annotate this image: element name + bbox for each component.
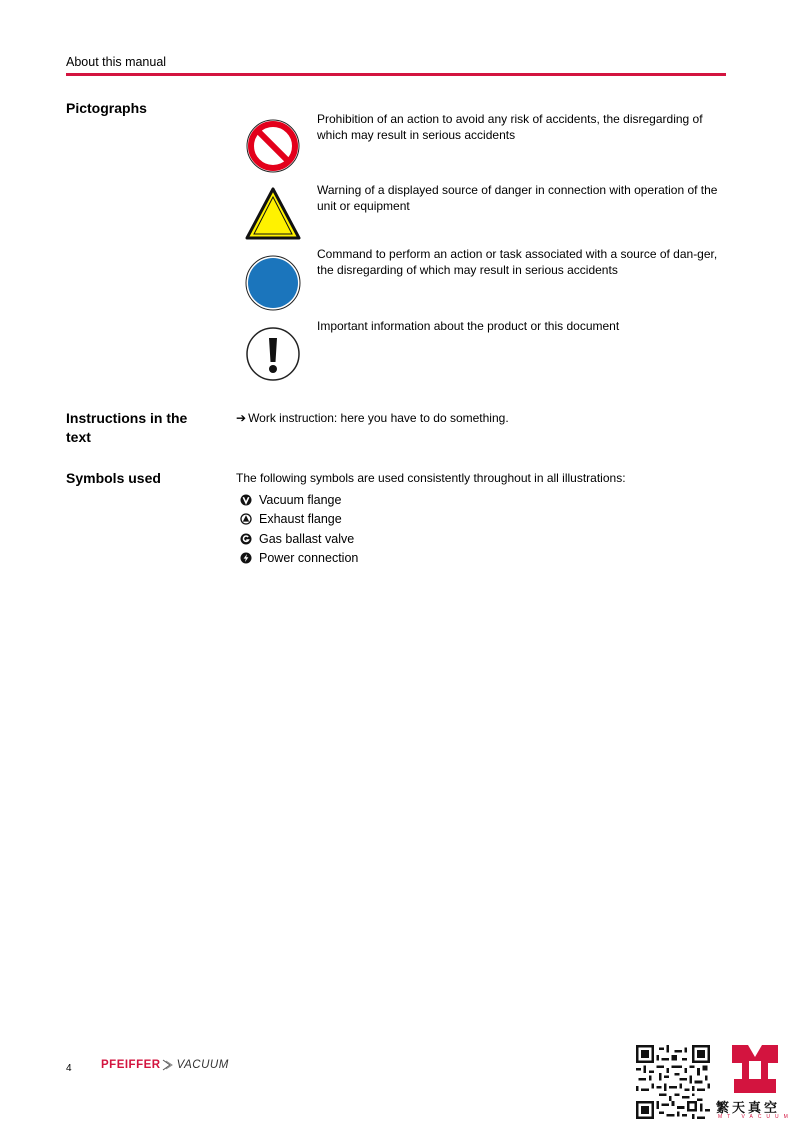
warning-triangle-icon — [245, 186, 301, 242]
vacuum-flange-icon — [240, 494, 252, 506]
list-item — [240, 529, 358, 549]
prohibition-icon — [245, 118, 301, 174]
header-rule — [66, 73, 726, 76]
header-title: About this manual — [66, 55, 167, 69]
list-item — [240, 549, 358, 569]
symbol-label: Gas ballast valve — [259, 531, 355, 546]
gas-ballast-valve-icon — [240, 533, 252, 545]
page-number: 4 — [66, 1063, 72, 1074]
symbol-label: Power connection — [259, 551, 359, 566]
arrow-right-icon: ➔ — [236, 411, 247, 425]
pictograph-text-important: Important information about the product or this document — [317, 319, 620, 333]
brand-vacuum: VACUUM — [176, 1059, 229, 1071]
work-instruction-text: Work instruction: here you have to do something. — [248, 411, 509, 425]
section-title-instructions: Instructions in the text — [66, 410, 188, 445]
mt-vacuum-chinese-name: 繁天真空 — [716, 1100, 781, 1115]
command-circle-icon — [245, 255, 301, 311]
section-title-pictographs: Pictographs — [66, 100, 147, 116]
list-item — [240, 490, 358, 510]
symbol-label: Exhaust flange — [259, 512, 342, 527]
section-title-symbols: Symbols used — [66, 470, 161, 486]
brand-name: PFEIFFER — [101, 1059, 161, 1071]
pictograph-text-command: Command to perform an action or task associated with a source of dan-ger, the disregarding of which may result in serious accidents — [317, 247, 718, 277]
exhaust-flange-icon — [240, 513, 252, 525]
pictograph-text-prohibition: Prohibition of an action to avoid any risk of accidents, the disregarding of which may result in serious accidents — [317, 112, 703, 142]
important-info-icon — [245, 326, 301, 382]
pictograph-text-warning: Warning of a displayed source of danger in connection with operation of the unit or equipment — [317, 183, 718, 213]
pfeiffer-logo — [101, 1058, 229, 1072]
power-connection-icon — [240, 552, 252, 564]
qr-code-icon — [636, 1045, 710, 1119]
symbols-list — [240, 490, 358, 568]
mt-vacuum-logo-icon — [718, 1045, 792, 1095]
pfeiffer-logo-icon — [161, 1058, 175, 1072]
symbol-label: Vacuum flange — [259, 492, 342, 507]
work-instruction — [236, 411, 509, 425]
list-item — [240, 510, 358, 530]
symbols-intro: The following symbols are used consistently throughout in all illustrations: — [236, 471, 626, 485]
mt-vacuum-subtitle: MT VACUUM — [718, 1114, 793, 1120]
